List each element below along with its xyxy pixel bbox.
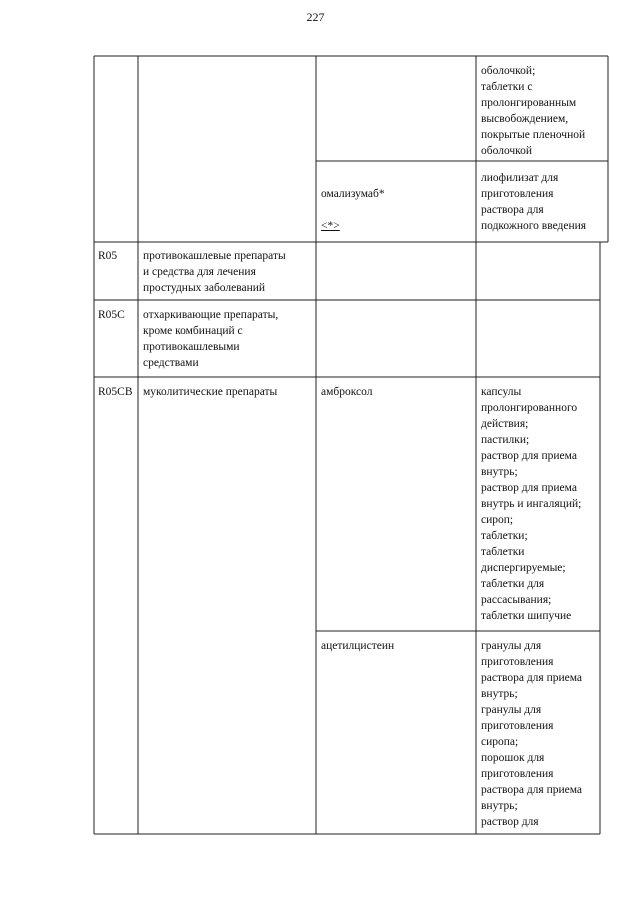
atc-group-cell: отхаркивающие препараты, кроме комбинаций с противокашлевыми средствами [143, 309, 279, 369]
atc-code-cell: R05C [98, 309, 125, 321]
drug-forms-cell: гранулы для приготовления раствора для приема внутрь; гранулы для приготовления сиропа; порошок для приготовления раствора для приема внутрь; раствор для [481, 640, 583, 828]
footnote-link[interactable]: <*> [321, 220, 340, 232]
drug-name-cell: амброксол [321, 386, 373, 398]
drug-forms-cell: лиофилизат для приготовления раствора для подкожного введения [481, 172, 587, 232]
drug-name-cell: ацетилцистеин [321, 640, 395, 652]
drug-forms-cell: капсулы пролонгированного действия; пастилки; раствор для приема внутрь; раствор для приема внутрь и ингаляций; сироп; таблетки; таблетки диспергируемые; таблетки для рассасывания; таблетки шипучие [481, 386, 582, 622]
atc-code-cell: R05CB [98, 386, 133, 398]
drug-name-cell [321, 170, 471, 234]
atc-group-cell: противокашлевые препараты и средства для лечения простудных заболеваний [143, 250, 286, 294]
drug-name: омализумаб* [321, 188, 385, 200]
page-number: 227 [306, 10, 325, 24]
atc-code-cell: R05 [98, 250, 118, 262]
atc-group-cell: муколитические препараты [143, 386, 278, 398]
drug-forms-cell: оболочкой; таблетки с пролонгированным высвобождением, покрытые пленочной оболочкой [481, 65, 586, 157]
